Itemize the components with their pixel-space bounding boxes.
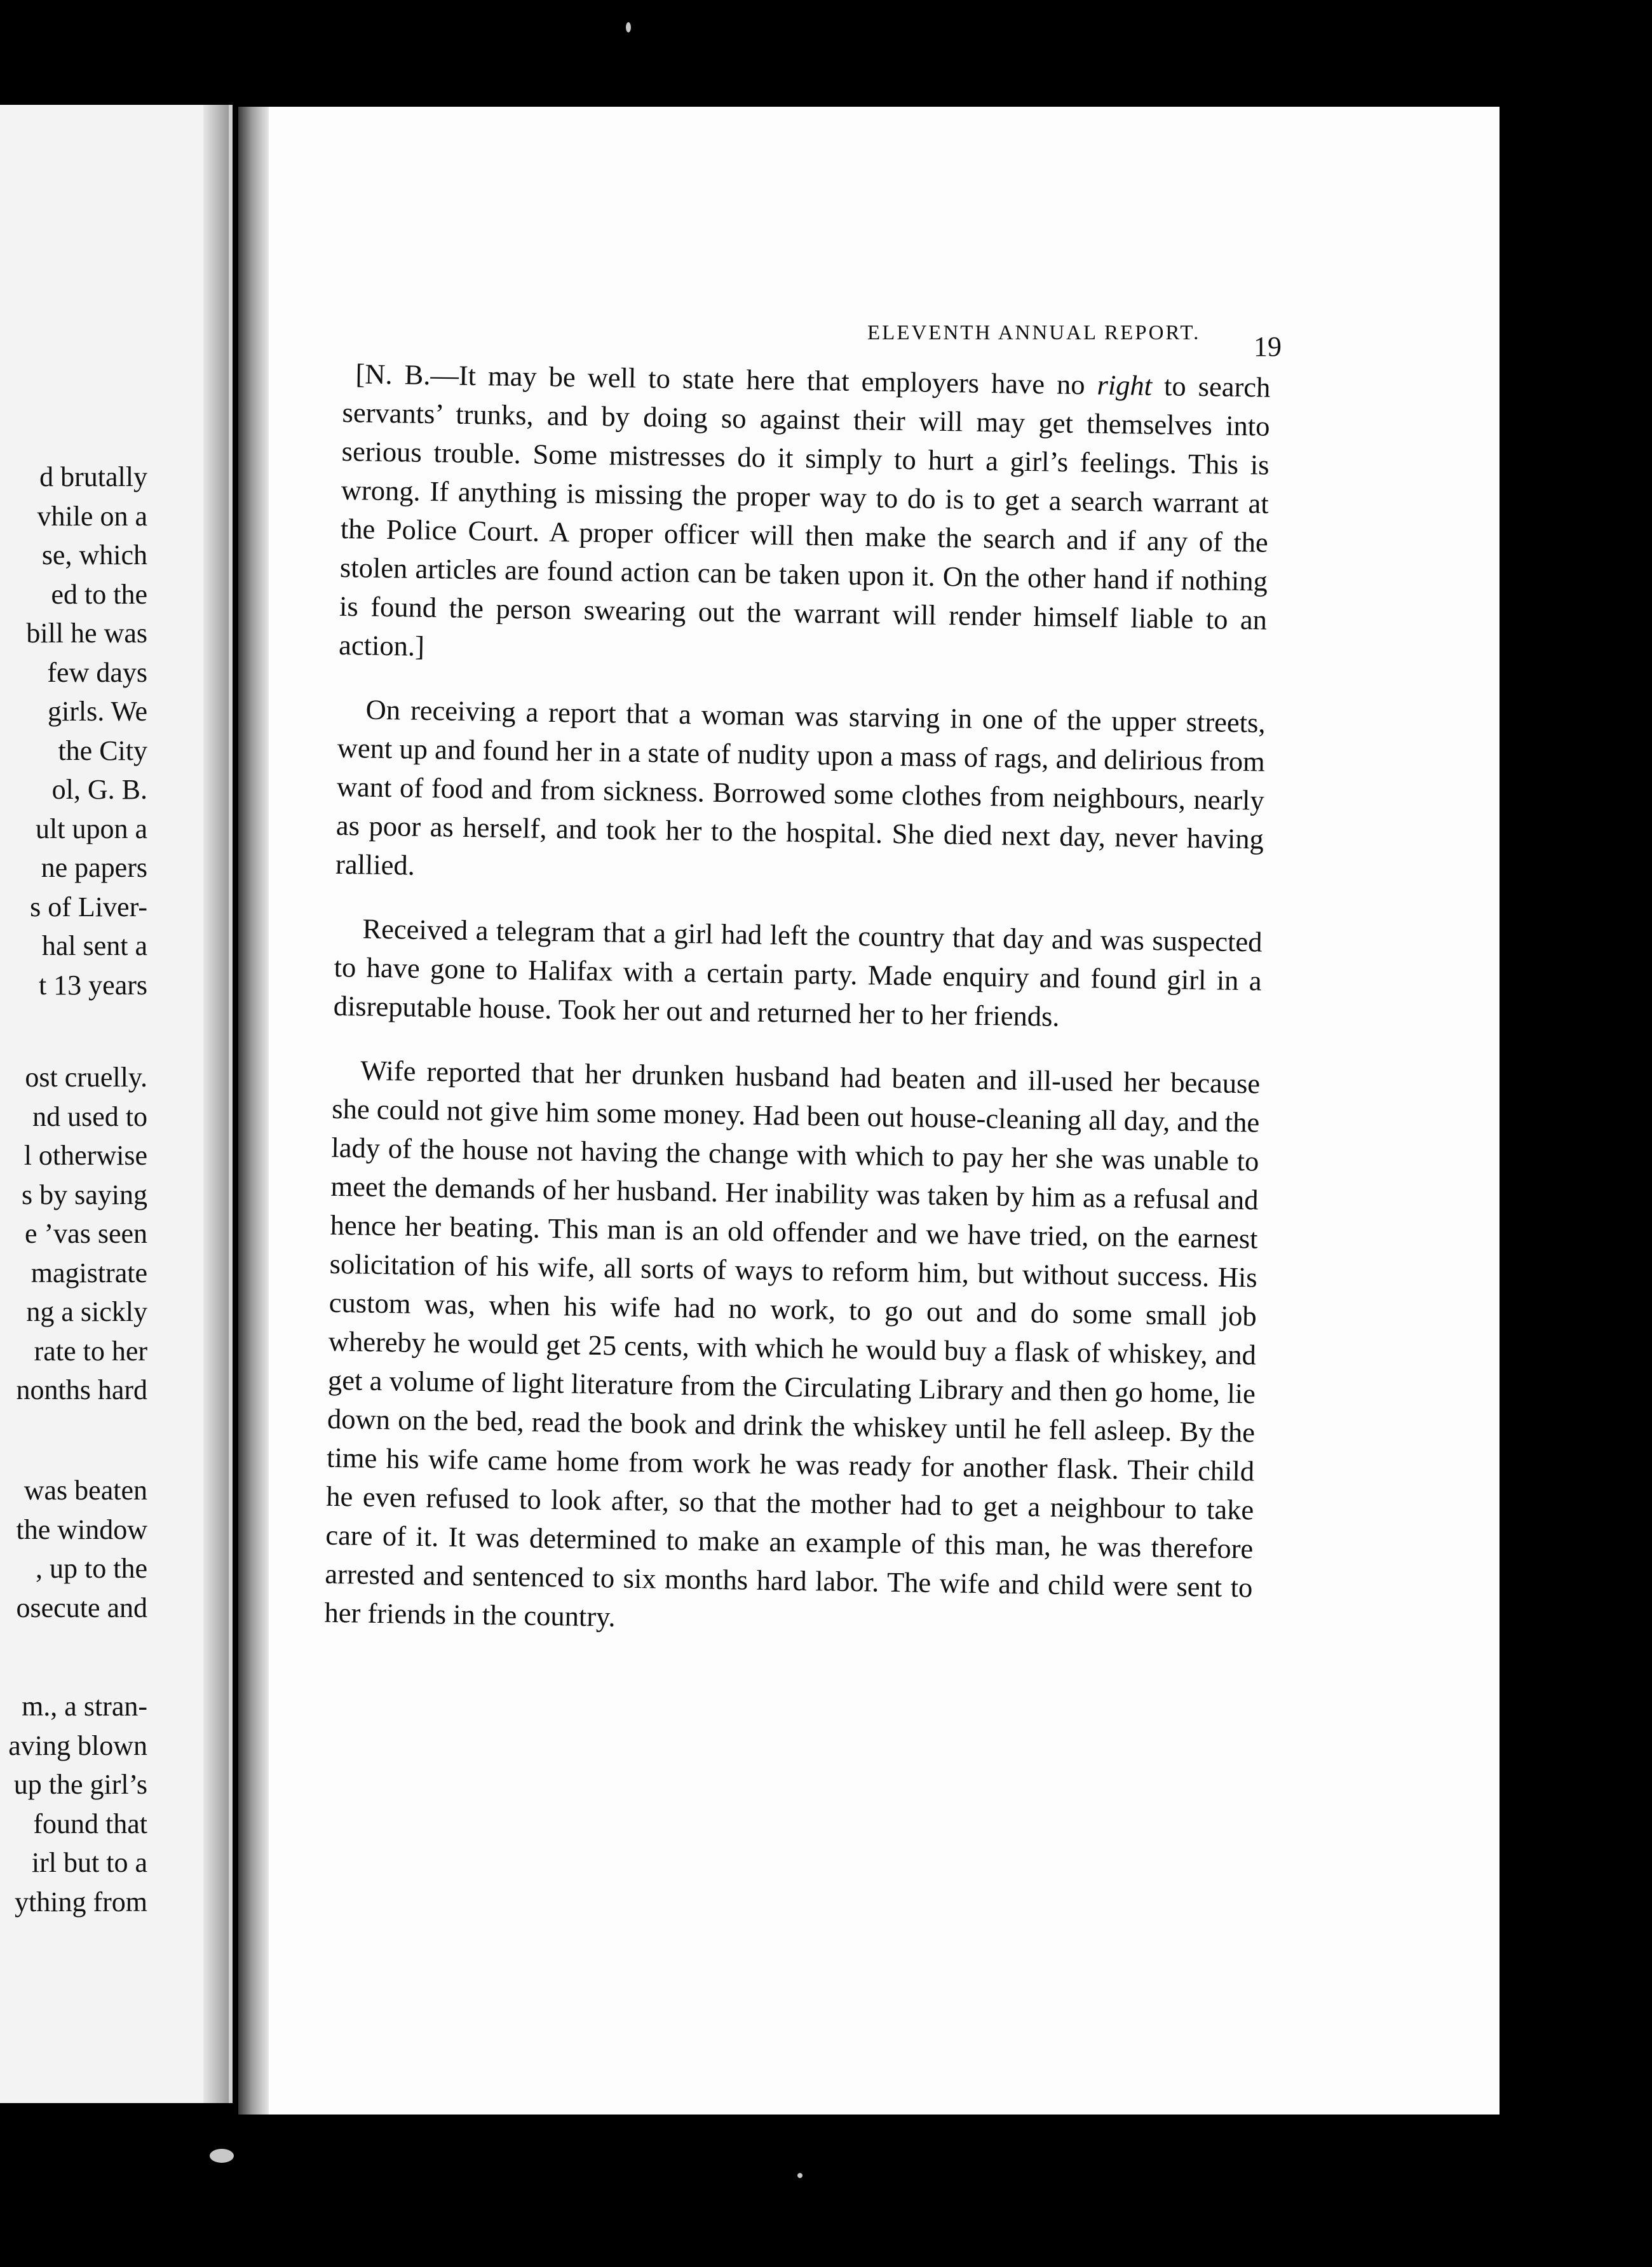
body-text [324,355,1271,1671]
running-head: ELEVENTH ANNUAL REPORT. [867,321,1201,344]
left-page-line: ost cruelly. [25,1062,147,1093]
left-page-line: ne papers [41,852,147,883]
left-page-line: t 13 years [38,969,147,1001]
left-page-line: se, which [41,539,147,571]
left-page-line: hal sent a [41,930,147,961]
previous-page-fragment [0,105,233,2103]
left-page-line: ng a sickly [26,1296,147,1327]
left-page-line: found that [33,1808,147,1839]
left-page-line: up the girl’s [13,1769,147,1800]
nb-text-start: [N. B.—It may be well to state here that employers have no [355,358,1097,401]
paragraph-telegram: Received a telegram that a girl had left the country that day and was suspected to have gone to Halifax with a certain party. Made enquiry and found girl in a disreputable house. Took her out and returned her to her friends. [333,912,1263,1032]
left-page-line: m., a stran- [22,1691,147,1722]
left-page-line: the City [58,734,147,766]
left-page-line: bill he was [26,618,147,649]
page-19 [238,107,1500,2115]
left-page-line: aving blown [8,1729,147,1761]
paragraph-drunken-husband: Wife reported that her drunken husband had beaten and ill-used her because she could not give him some money. Had been out house-cleaning all day, and the lady of the house not having the change with which to pay her she was unable to meet the demands of her husband. Her inability was taken by him as a refusal and hence her beating. This man is an old offender and we have tried, on the earnest solicitation of his wife, all sorts of ways to reform him, but without success. His custom was, when his wife had no work, to go out and do some small job whereby he would get 25 cents, with which he would buy a flask of whiskey, and get a volume of light literature from the Circulating Library and then go home, lie down on the bed, read the book and drink the whiskey until he fell asleep. By the time his wife came home from work he was ready for another flask. Their child he even refused to look after, so that the mother had to get a neighbour to take care of it. It was determined to make an example of this man, he was therefore arrested and sentenced to six months hard labor. The wife and child were sent to her friends in the country. [324,1054,1261,1633]
left-page-line: e ’vas seen [24,1218,147,1249]
left-page-line: girls. We [48,696,147,727]
left-page-line: irl but to a [31,1847,147,1878]
left-page-gutter-shadow [203,105,229,2103]
nb-text-end: to search servants’ trunks, and by doing so against their will may get themselves into serious trouble. Some mistresses do it simply to hurt a girl’s feelings. This is wrong. If anything is missing the proper way to do is to get a search warrant at the Police Court. A proper officer will then make the search and if any of the stolen articles are found action can be taken upon it. On the other hand if nothing is found the person swearing out the warrant will render himself liable to an action.] [338,369,1271,662]
left-page-line: s of Liver- [30,891,147,923]
left-page-line: ult upon a [36,813,147,844]
left-page-line: s by saying [22,1179,147,1210]
left-page-line: few days [47,656,147,688]
left-page-line: , up to the [36,1553,147,1584]
left-page-lines-4 [0,1687,147,1921]
left-page-line: ol, G. B. [51,774,147,805]
left-page-lines-2 [0,1058,147,1410]
scan-speck [626,22,631,32]
left-page-line: was beaten [24,1475,147,1506]
nb-emphasis: right [1097,369,1153,402]
left-page-line: rate to her [34,1335,147,1367]
left-page-line: osecute and [16,1592,147,1623]
left-page-line: the window [16,1513,147,1545]
scan-speck [797,2173,802,2178]
left-page-line: nd used to [32,1100,147,1132]
left-page-line: d brutally [39,461,147,492]
nb-paragraph [339,355,1271,679]
left-page-lines-1 [0,457,147,1005]
left-page-line: magistrate [30,1257,147,1289]
page-number: 19 [1254,331,1282,362]
paragraph-starving-woman: On receiving a report that a woman was starving in one of the upper streets, went up and found her in a state of nudity upon a mass of rags, and delirious from want of food and from sickness. Borrowed some clothes from neighbours, nearly as poor as herself, and took her to the hospital. She died next day, never having rallied. [335,693,1266,881]
left-page-lines-3 [0,1471,147,1627]
scan-speck [210,2149,234,2163]
left-page-line: l otherwise [24,1140,147,1171]
left-page-line: ed to the [51,578,147,610]
left-page-line: vhile on a [37,500,147,532]
left-page-line: nonths hard [16,1374,147,1405]
left-page-line: ything from [15,1886,147,1918]
binding-shadow [238,107,269,2115]
